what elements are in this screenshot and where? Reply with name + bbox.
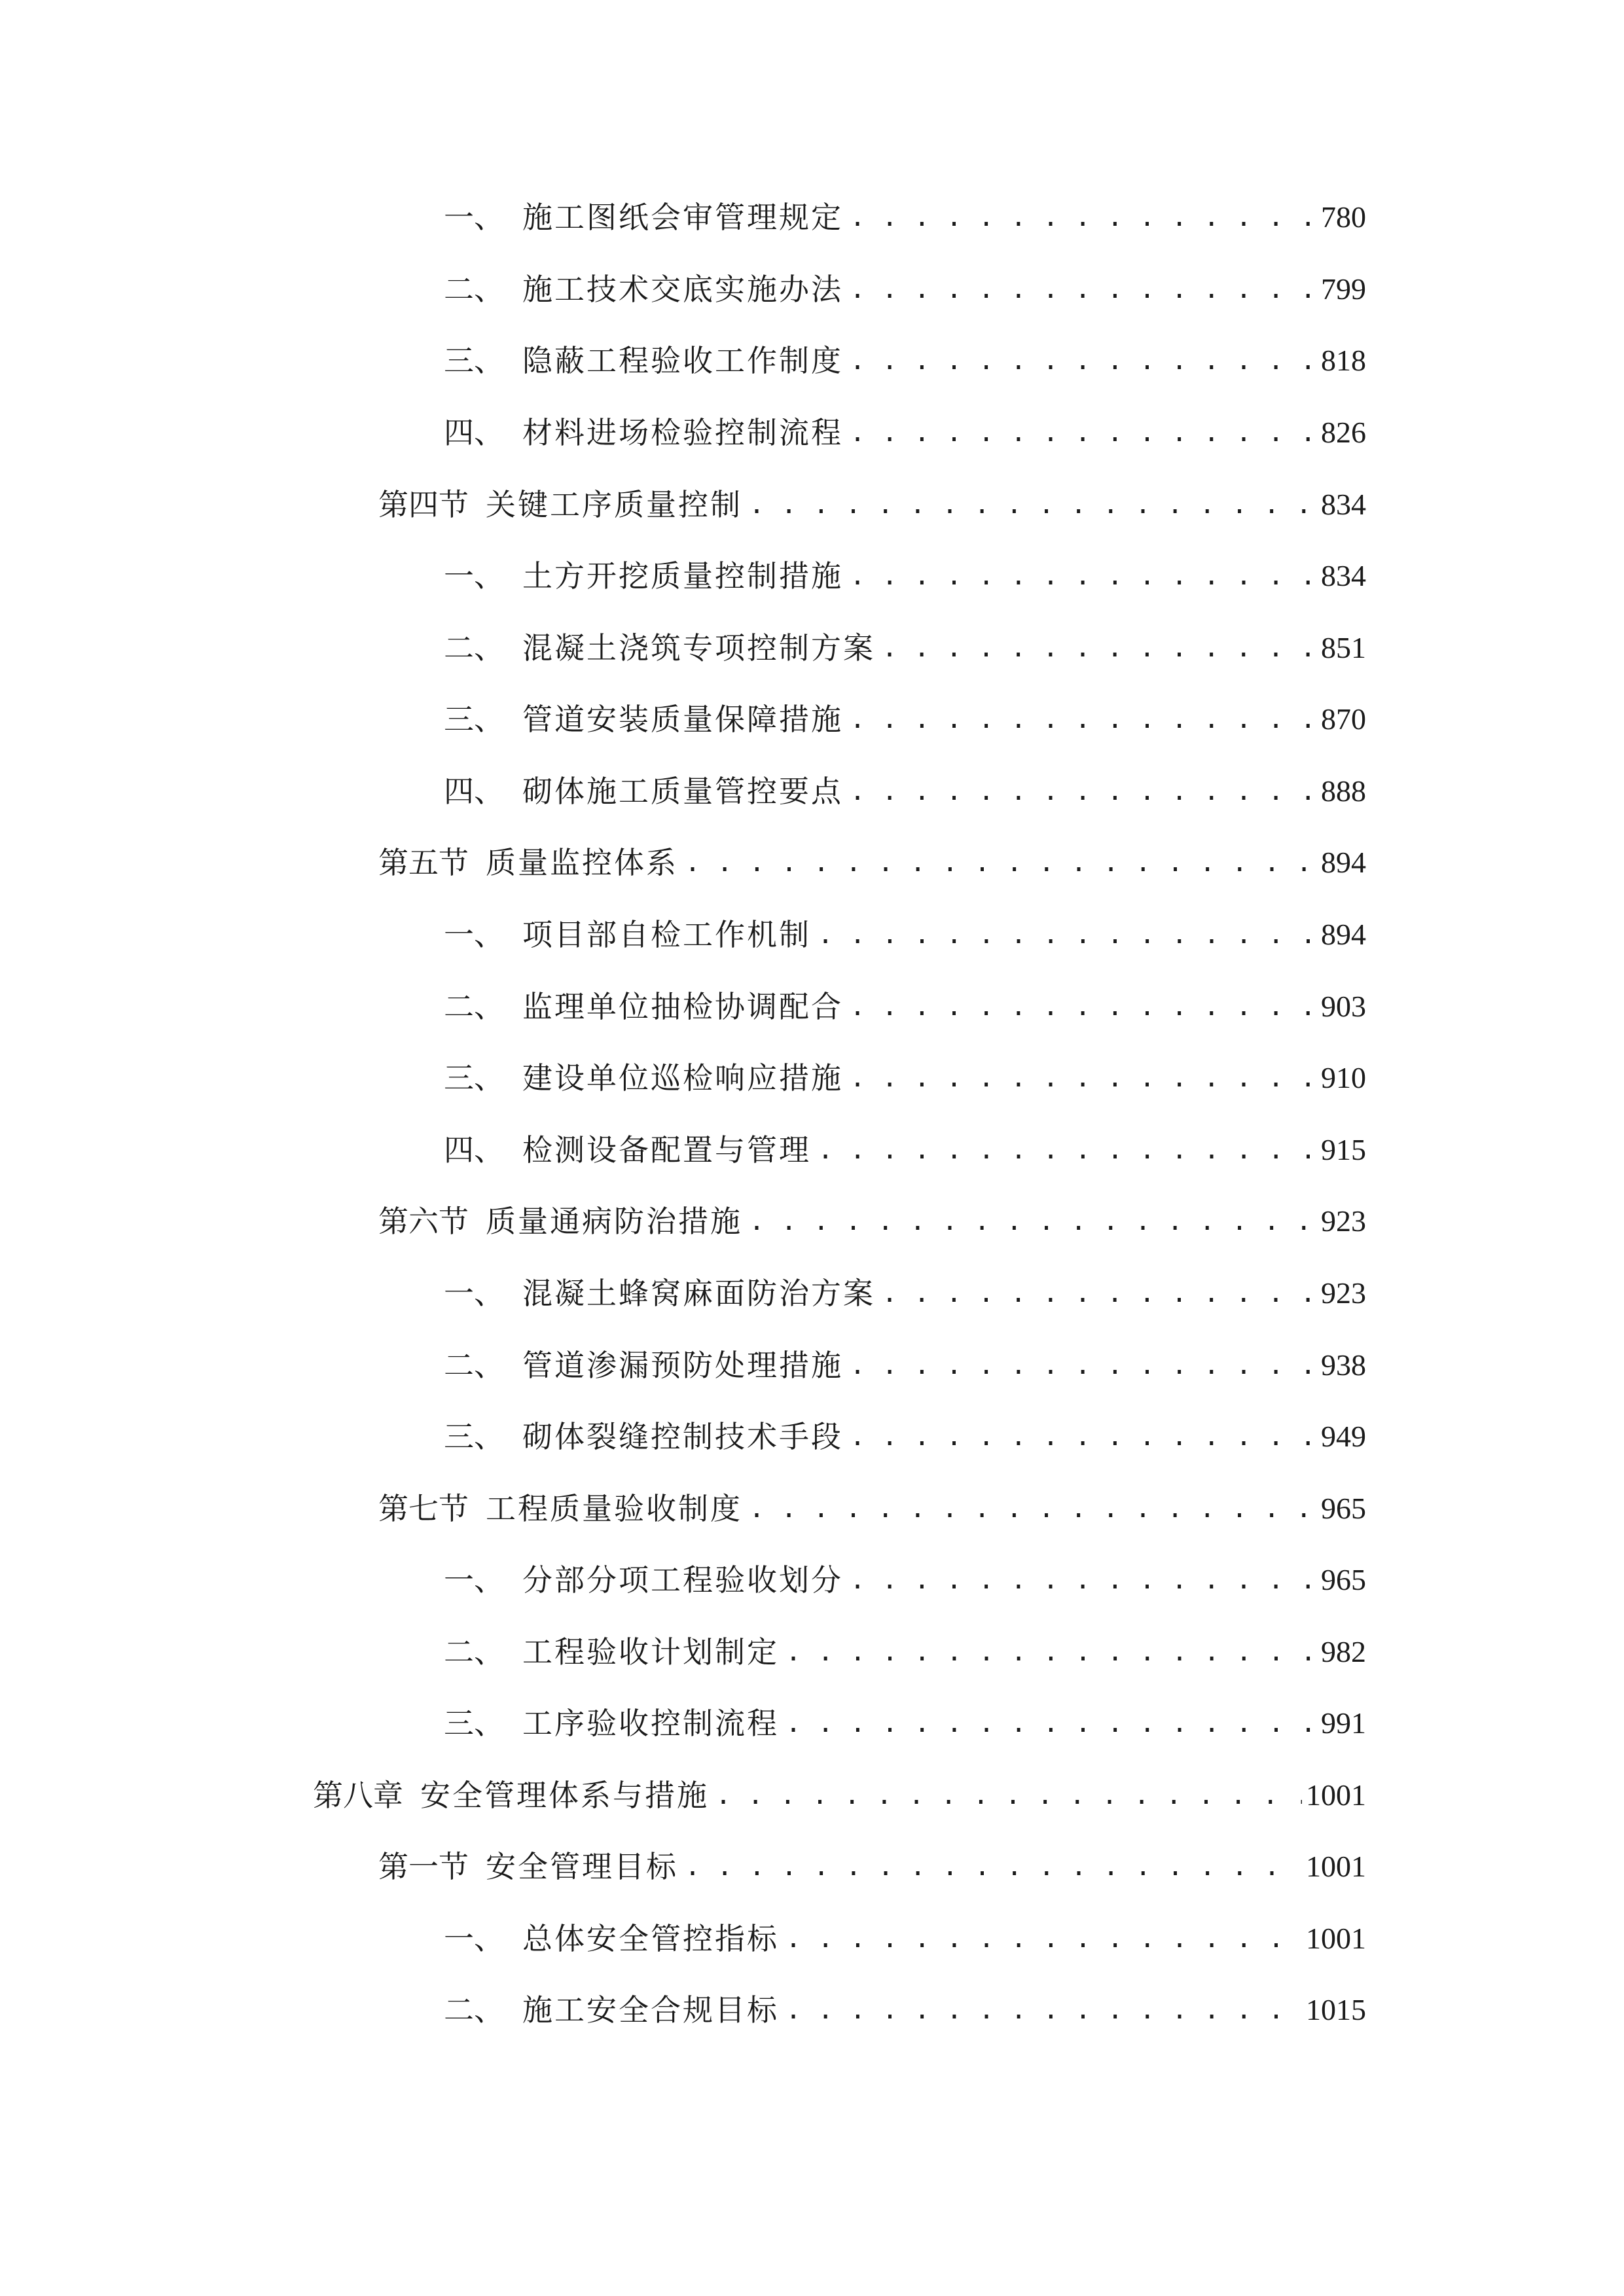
toc-entry-title: 管道安装质量保障措施 xyxy=(522,702,843,737)
toc-entry[interactable] xyxy=(444,1626,1366,1678)
toc-entry-number: 三、 xyxy=(444,1060,504,1096)
toc-entry-number: 第八章 xyxy=(313,1778,403,1813)
toc-entry[interactable] xyxy=(444,550,1366,602)
toc-dot-leader xyxy=(685,1840,1302,1893)
toc-dot-leader xyxy=(850,1339,1316,1391)
toc-dot-leader xyxy=(785,1912,1302,1965)
toc-entry-number: 第六节 xyxy=(378,1204,469,1239)
toc-entry-title: 砌体施工质量管控要点 xyxy=(522,774,843,809)
toc-entry-page: 834 xyxy=(1321,488,1366,521)
toc-entry-title: 质量通病防治措施 xyxy=(486,1204,742,1239)
toc-entry[interactable] xyxy=(444,1124,1366,1176)
toc-entry-title: 隐蔽工程验收工作制度 xyxy=(522,343,843,378)
toc-entry-title: 混凝土蜂窝麻面防治方案 xyxy=(522,1276,875,1311)
toc-dot-leader xyxy=(715,1769,1302,1821)
toc-entry-page: 894 xyxy=(1321,846,1366,879)
toc-entry-page: 818 xyxy=(1321,344,1366,377)
toc-dot-leader xyxy=(850,406,1316,459)
toc-entry-page: 851 xyxy=(1321,631,1366,664)
toc-entry-number: 三、 xyxy=(444,702,504,737)
toc-entry-number: 一、 xyxy=(444,558,504,594)
toc-dot-leader xyxy=(850,1410,1316,1463)
toc-dot-leader xyxy=(818,908,1316,961)
toc-entry[interactable] xyxy=(444,406,1366,459)
toc-entry-title: 监理单位抽检协调配合 xyxy=(522,989,843,1024)
toc-entry-number: 一、 xyxy=(444,1276,504,1311)
toc-dot-leader xyxy=(850,1052,1316,1104)
toc-entry[interactable] xyxy=(444,191,1366,243)
toc-entry-title: 安全管理目标 xyxy=(486,1849,678,1884)
toc-entry[interactable] xyxy=(444,1339,1366,1391)
toc-entry-title: 施工技术交底实施办法 xyxy=(522,272,843,307)
toc-entry-title: 建设单位巡检响应措施 xyxy=(522,1060,843,1096)
toc-entry[interactable] xyxy=(444,980,1366,1033)
toc-entry-page: 870 xyxy=(1321,702,1366,736)
toc-entry[interactable] xyxy=(444,1697,1366,1749)
toc-entry-number: 第五节 xyxy=(378,845,469,880)
toc-entry-section[interactable] xyxy=(378,1482,1366,1535)
toc-entry-page: 903 xyxy=(1321,990,1366,1023)
toc-entry-title: 检测设备配置与管理 xyxy=(522,1132,811,1168)
toc-entry[interactable] xyxy=(444,1912,1366,1965)
toc-entry-title: 工程验收计划制定 xyxy=(522,1634,779,1670)
toc-entry[interactable] xyxy=(444,334,1366,387)
toc-entry[interactable] xyxy=(444,1554,1366,1606)
toc-dot-leader xyxy=(850,765,1316,817)
toc-entry-number: 一、 xyxy=(444,1562,504,1598)
toc-entry[interactable] xyxy=(444,693,1366,745)
toc-entry-title: 项目部自检工作机制 xyxy=(522,917,811,952)
toc-entry[interactable] xyxy=(444,1267,1366,1319)
toc-entry-number: 第一节 xyxy=(378,1849,469,1884)
toc-dot-leader xyxy=(882,1267,1316,1319)
toc-entry-number: 二、 xyxy=(444,1992,504,2028)
toc-entry-page: 1001 xyxy=(1306,1922,1366,1955)
toc-entry-number: 四、 xyxy=(444,1132,504,1168)
toc-entry-page: 923 xyxy=(1321,1276,1366,1310)
toc-entry-page: 888 xyxy=(1321,774,1366,808)
toc-entry-page: 938 xyxy=(1321,1348,1366,1382)
toc-entry-chapter[interactable] xyxy=(313,1769,1366,1821)
toc-dot-leader xyxy=(749,1482,1316,1535)
toc-entry-title: 分部分项工程验收划分 xyxy=(522,1562,843,1598)
toc-entry[interactable] xyxy=(444,1410,1366,1463)
toc-entry-page: 1001 xyxy=(1306,1778,1366,1812)
toc-entry-title: 工程质量验收制度 xyxy=(486,1491,742,1526)
toc-entry-title: 安全管理体系与措施 xyxy=(420,1778,709,1813)
toc-entry-section[interactable] xyxy=(378,1195,1366,1247)
toc-entry-section[interactable] xyxy=(378,1840,1366,1893)
toc-entry-number: 四、 xyxy=(444,774,504,809)
toc-entry-title: 质量监控体系 xyxy=(486,845,678,880)
toc-entry-number: 第四节 xyxy=(378,487,469,522)
toc-entry[interactable] xyxy=(444,622,1366,674)
toc-dot-leader xyxy=(850,550,1316,602)
toc-entry-title: 施工图纸会审管理规定 xyxy=(522,200,843,235)
toc-entry-number: 三、 xyxy=(444,1419,504,1454)
toc-dot-leader xyxy=(785,1984,1302,2036)
toc-entry-number: 二、 xyxy=(444,1348,504,1383)
toc-dot-leader xyxy=(850,980,1316,1033)
toc-entry-page: 799 xyxy=(1321,272,1366,306)
toc-dot-leader xyxy=(785,1697,1316,1749)
toc-entry-page: 834 xyxy=(1321,559,1366,592)
toc-dot-leader xyxy=(850,191,1316,243)
toc-dot-leader xyxy=(850,263,1316,315)
toc-entry-title: 总体安全管控指标 xyxy=(522,1921,779,1956)
toc-entry[interactable] xyxy=(444,263,1366,315)
toc-dot-leader xyxy=(850,1554,1316,1606)
toc-dot-leader xyxy=(749,478,1316,531)
toc-entry-page: 965 xyxy=(1321,1563,1366,1596)
toc-entry-title: 关键工序质量控制 xyxy=(486,487,742,522)
toc-dot-leader xyxy=(818,1124,1316,1176)
toc-entry-page: 1015 xyxy=(1306,1993,1366,2026)
toc-entry-page: 1001 xyxy=(1306,1850,1366,1883)
toc-entry-page: 965 xyxy=(1321,1492,1366,1525)
toc-entry-number: 一、 xyxy=(444,917,504,952)
toc-entry-number: 二、 xyxy=(444,1634,504,1670)
toc-entry-number: 一、 xyxy=(444,200,504,235)
toc-entry[interactable] xyxy=(444,1984,1366,2036)
toc-entry[interactable] xyxy=(444,765,1366,817)
toc-entry-page: 910 xyxy=(1321,1061,1366,1094)
toc-entry-number: 四、 xyxy=(444,415,504,450)
toc-entry-title: 工序验收控制流程 xyxy=(522,1706,779,1741)
toc-dot-leader xyxy=(850,693,1316,745)
toc-entry-number: 三、 xyxy=(444,343,504,378)
toc-dot-leader xyxy=(785,1626,1316,1678)
toc-entry-page: 991 xyxy=(1321,1706,1366,1740)
toc-entry-page: 894 xyxy=(1321,918,1366,951)
toc-entry-number: 二、 xyxy=(444,630,504,666)
toc-entry-number: 第七节 xyxy=(378,1491,469,1526)
toc-entry-page: 923 xyxy=(1321,1204,1366,1238)
toc-entry-number: 二、 xyxy=(444,272,504,307)
toc-dot-leader xyxy=(882,622,1316,674)
toc-entry-page: 826 xyxy=(1321,416,1366,449)
toc-entry-title: 管道渗漏预防处理措施 xyxy=(522,1348,843,1383)
toc-entry-page: 949 xyxy=(1321,1420,1366,1453)
toc-dot-leader xyxy=(749,1195,1316,1247)
toc-entry-page: 982 xyxy=(1321,1635,1366,1668)
toc-entry-section[interactable] xyxy=(378,836,1366,889)
toc-entry-section[interactable] xyxy=(378,478,1366,531)
toc-entry-title: 混凝土浇筑专项控制方案 xyxy=(522,630,875,666)
toc-entry-title: 砌体裂缝控制技术手段 xyxy=(522,1419,843,1454)
toc-entry-title: 材料进场检验控制流程 xyxy=(522,415,843,450)
toc-dot-leader xyxy=(850,334,1316,387)
toc-entry-number: 三、 xyxy=(444,1706,504,1741)
toc-entry[interactable] xyxy=(444,1052,1366,1104)
toc-entry-page: 915 xyxy=(1321,1133,1366,1166)
toc-entry-number: 一、 xyxy=(444,1921,504,1956)
toc-dot-leader xyxy=(685,836,1316,889)
toc-entry-number: 二、 xyxy=(444,989,504,1024)
toc-entry[interactable] xyxy=(444,908,1366,961)
toc-entry-title: 土方开挖质量控制措施 xyxy=(522,558,843,594)
toc-entry-page: 780 xyxy=(1321,200,1366,234)
toc-entry-title: 施工安全合规目标 xyxy=(522,1992,779,2028)
